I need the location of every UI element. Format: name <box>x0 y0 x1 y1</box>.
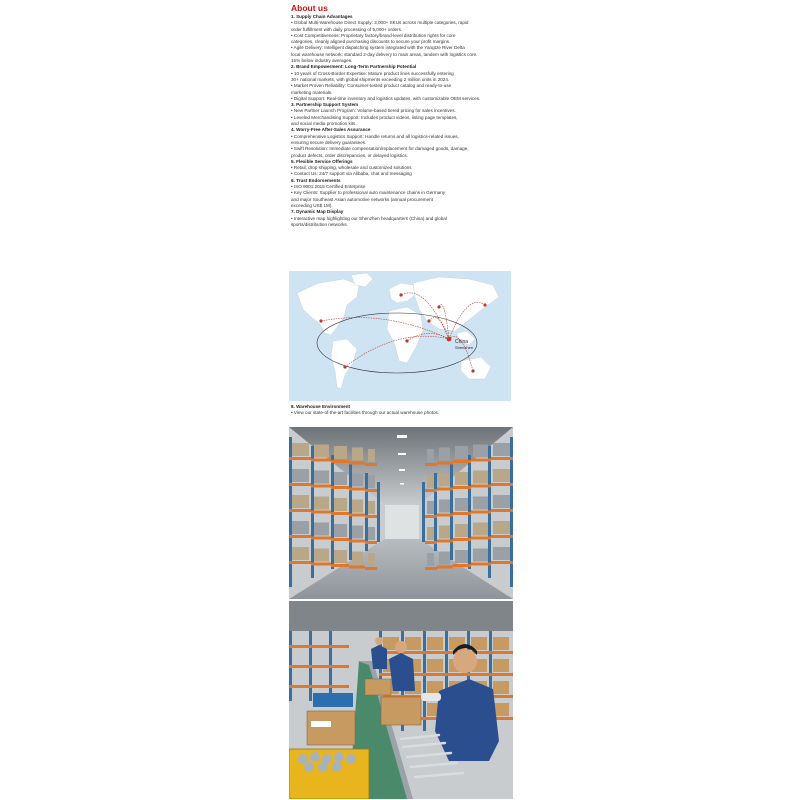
list-item: • Market Proven Reliability: Consumer-tested product catalog and ready-to-use <box>291 83 452 89</box>
list-item: • Interactive map highlighting our Shenzhen headquarters (China) and global <box>291 215 447 221</box>
list-item: and social media promotion kits. <box>291 121 357 127</box>
section-heading: 2. Brand Empowerment: Long-Term Partnership Potential <box>291 64 417 70</box>
list-item: • Global Multi-Warehouse Direct Supply: 3,000+ SKUs across multiple categories, rapid <box>291 20 469 26</box>
section-heading: 7. Dynamic Map Display <box>291 209 344 215</box>
list-item: order fulfillment with daily processing of 5,000+ orders. <box>291 26 403 32</box>
list-item: exceeding US$ 1M). <box>291 202 333 208</box>
map-pin-icon <box>471 369 474 372</box>
hq-label-china: China <box>455 339 469 345</box>
workers-packing-photo <box>289 601 513 799</box>
list-item: • 10 years of Cross-Border Expertise: Mature product lines successfully entering <box>291 70 454 76</box>
list-item: sports/distribution networks. <box>291 221 348 227</box>
list-item: categories, cleanly aligned purchasing discounts to secure your profit margins. <box>291 39 451 45</box>
ceiling <box>289 601 513 631</box>
list-item: • ISO 9001:2015 Certified Enterprise <box>291 184 366 190</box>
section-8 <box>291 404 509 417</box>
product-description-panel <box>287 0 513 800</box>
world-map <box>289 271 511 401</box>
section-8-item: • View our state-of-the-art facilities through our actual warehouse photos. <box>291 410 440 416</box>
list-item: local warehouse network; standard 2-day delivery to main areas, tandem with logistics core. <box>291 51 478 57</box>
far-wall <box>385 505 419 539</box>
map-pin-icon <box>437 305 440 308</box>
list-item: • New Partner Launch Program: Volume-based tiered pricing for sales incentives. <box>291 108 456 114</box>
list-item: • Digital Support: Real-time inventory and logistics updates, with customizable OEM services. <box>291 95 481 101</box>
list-item: and major Southeast Asian automotive networks (annual procurement <box>291 196 433 202</box>
list-item: • Retail, drop shipping, wholesale and customized solutions <box>291 165 412 171</box>
list-item: product defects, order discrepancies, or delayed logistics. <box>291 152 408 158</box>
about-us-title: About us <box>291 3 328 13</box>
list-item: marketing materials. <box>291 89 333 95</box>
list-item: • Key Clients: Supplier to professional auto maintenance chains in Germany <box>291 190 446 196</box>
section-heading: 3. Partnership Support System <box>291 102 359 108</box>
map-pin-icon <box>399 293 402 296</box>
map-pin-icon <box>427 319 430 322</box>
list-item: 30+ national markets, with global shipments exceeding 2 million units in 2024. <box>291 76 450 82</box>
list-item: • Swift Resolution: Immediate compensation/replacement for damaged goods, damage, <box>291 146 469 152</box>
map-pin-icon <box>343 365 346 368</box>
list-item: • Comprehensive Logistics Support: Handle returns and all logistics-related issues, <box>291 133 459 139</box>
list-item: • Contact Us: 24/7 support via Alibaba, chat and messaging <box>291 171 412 177</box>
list-item: • Agile Delivery: Intelligent dispatching system integrated with the Yangtze River Delta <box>291 45 465 51</box>
section-heading: 5. Flexible Service Offerings <box>291 158 353 164</box>
section-heading: 4. Worry-Free After-Sales Assurance <box>291 127 371 133</box>
list-item: • Cost Competitiveness: Proprietary factory/brand-level distribution rights for core <box>291 32 456 38</box>
section-8-heading: 8. Warehouse Environment <box>291 404 351 409</box>
section-heading: 1. Supply Chain Advantages <box>291 14 353 19</box>
list-item: ensuring secure delivery guarantees. <box>291 139 367 145</box>
warehouse-aisle-photo <box>289 427 513 599</box>
about-us-text <box>291 14 509 228</box>
section-heading: 6. Trust Endorsements <box>291 177 341 183</box>
list-item: 15% below industry averages. <box>291 58 353 64</box>
map-pin-icon <box>405 339 408 342</box>
hq-pin-icon <box>447 337 452 342</box>
map-pin-icon <box>483 303 486 306</box>
hq-label-shenzhen: Shenzhen <box>455 345 474 350</box>
map-pin-icon <box>319 319 322 322</box>
list-item: • Leveled Merchandising Support: Includes product videos, listing page templates, <box>291 114 458 120</box>
